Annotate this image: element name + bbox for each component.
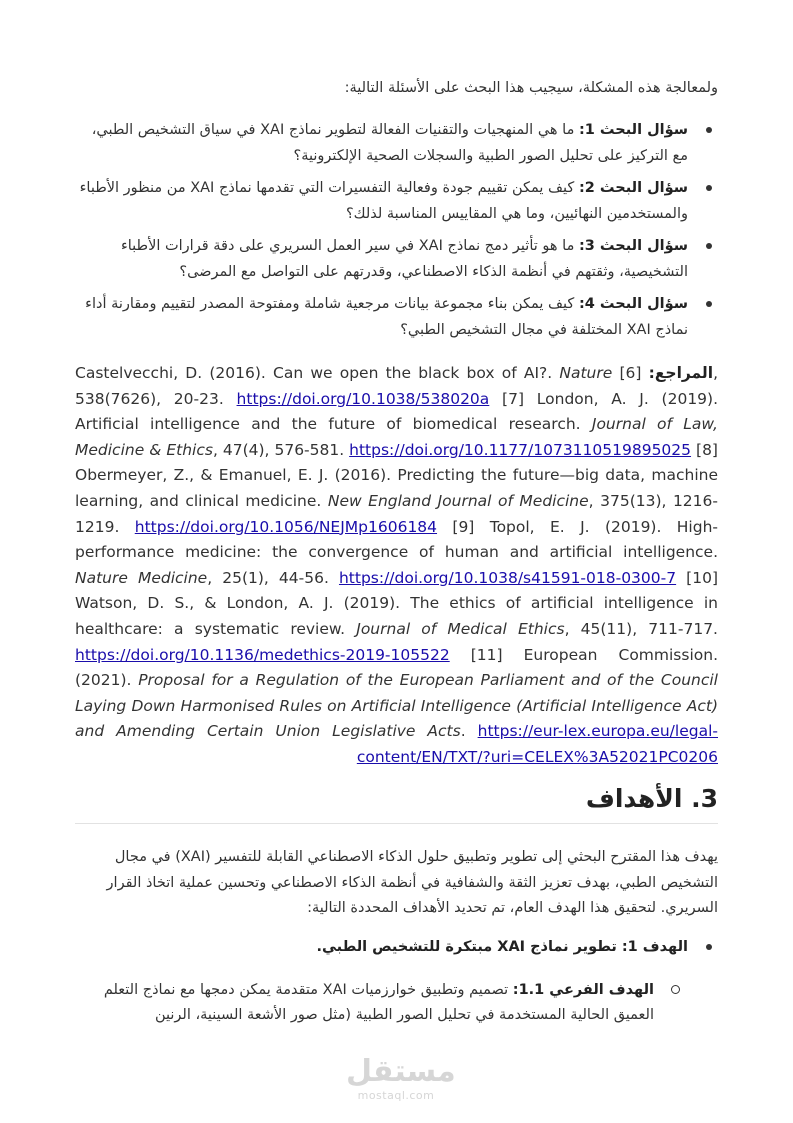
question-text: ما هو تأثير دمج نماذج XAI في سير العمل السريري على دقة قرارات الأطباء التشخيصية، وثقتهم في أنظمة الذكاء الاصطناعي، وقدرتهم على التواصل مع المرضى؟: [120, 238, 688, 280]
subgoal-label: الهدف الفرعي 1.1:: [512, 982, 654, 998]
references-heading: المراجع:: [648, 364, 714, 382]
list-item: [75, 233, 688, 285]
list-item: [75, 175, 688, 227]
reference-11: European Commission. (2021). Proposal for a Regulation of the European Parliament and of the Council Laying Down Harmonised Rules on Artificial Intelligence (Artificial Intelligence Act) and Amending Certain Union Legislative Acts. https://eur-lex.europa.eu/legal-content/EN/TXT/?uri=CELEX%3A52021PC0206: [75, 645, 719, 766]
references-paragraph: Castelvecchi, D. (2016). Can we open the black box of AI?. Nature [6] المراجع:, 538(7626), 20-23. https://doi.org/10.1038/538020a [7] London, A. J. (2019). Artificial intelligence and the future of biomedical research. Journal of Law, Medicine & Ethics, 47(4), 576-581. https://doi.org/10.1177/1073110519895025 [8] Obermeyer, Z., & Emanuel, E. J. (2016). Predicting the future—big data, machine learning, and clinical medicine. New England Journal of Medicine, 375(13), 1216-1219. https://doi.org/10.1056/NEJMp1606184 [9] Topol, E. J. (2019). High-performance medicine: the convergence of human and artificial intelligence. Nature Medicine, 25(1), 44-56. https://doi.org/10.1038/s41591-018-0300-7 [10] Watson, D. S., & London, A. J. (2019). The ethics of artificial intelligence in healthcare: a systematic review. Journal of Medical Ethics, 45(11), 711-717. https://doi.org/10.1136/medethics-2019-105522 [11] European Commission. (2021). Proposal for a Regulation of the European Parliament and of the Council Laying Down Harmonised Rules on Artificial Intelligence (Artificial Intelligence Act) and Amending Certain Union Legislative Acts. https://eur-lex.europa.eu/legal-content/EN/TXT/?uri=CELEX%3A52021PC0206: [75, 364, 719, 766]
reference-8: Obermeyer, Z., & Emanuel, E. J. (2016). Predicting the future—big data, machine learning, and clinical medicine. New England Journal of Medicine, 375(13), 1216-1219. https://doi.org/10.1056/NEJMp1606184: [75, 466, 718, 536]
question-text: كيف يمكن بناء مجموعة بيانات مرجعية شاملة ومفتوحة المصدر لتقييم ومقارنة أداء نماذج XAI المختلفة في مجال التشخيص الطبي؟: [85, 296, 688, 338]
doi-link[interactable]: https://doi.org/10.1136/medethics-2019-105522: [75, 645, 450, 664]
doi-link[interactable]: https://doi.org/10.1038/s41591-018-0300-7: [338, 568, 677, 587]
subgoal-text: تصميم وتطبيق خوارزميات XAI متقدمة يمكن دمجها مع نماذج التعلم العميق الحالية المستخدمة في تحليل الصور الطبية (مثل صور الأشعة السينية، الرنين: [103, 982, 654, 1023]
list-item: [75, 291, 688, 343]
doi-link[interactable]: https://doi.org/10.1177/1073110519895025: [349, 440, 692, 459]
question-text: ما هي المنهجيات والتقنيات الفعالة لتطوير نماذج XAI في سياق التشخيص الطبي، مع التركيز على تحليل الصور الطبية والسجلات الصحية الإلكترونية؟: [91, 122, 688, 164]
doi-link[interactable]: https://doi.org/10.1056/NEJMp1606184: [134, 517, 438, 536]
mostaql-watermark-logo: [346, 1054, 456, 1103]
research-questions-list: [75, 117, 718, 349]
list-item: [75, 117, 688, 169]
reference-7: London, A. J. (2019). Artificial intelligence and the future of biomedical research. Journal of Law, Medicine & Ethics, 47(4), 576-581. https://doi.org/10.1177/1073110519895025: [75, 389, 719, 459]
watermark-arabic: مستقل: [346, 1054, 456, 1089]
intro-paragraph: ولمعالجة هذه المشكلة، سيجيب هذا البحث على الأسئلة التالية:: [344, 80, 718, 96]
goals-intro-paragraph: يهدف هذا المقترح البحثي إلى تطوير وتطبيق حلول الذكاء الاصطناعي القابلة للتفسير (XAI) في مجال التشخيص الطبي، بهدف تعزيز الثقة والشفافية في أنظمة الذكاء الاصطناعي وتحسين عملية اتخاذ القرار السريري. لتحقيق هذا الهدف العام، تم تحديد الأهداف المحددة التالية:: [106, 849, 718, 916]
question-label: سؤال البحث 1:: [578, 122, 688, 138]
question-text: كيف يمكن تقييم جودة وفعالية التفسيرات التي تقدمها نماذج XAI من منظور الأطباء والمستخدمين النهائيين، وما هي المقاييس المناسبة لذلك؟: [79, 180, 688, 222]
section-heading: 3. الأهداف: [75, 784, 718, 824]
reference-6: Castelvecchi, D. (2016). Can we open the black box of AI?. Nature [6] المراجع:, 538(7626), 20-23. https://doi.org/10.1038/538020a: [75, 364, 718, 408]
question-label: سؤال البحث 3:: [578, 238, 688, 254]
question-label: سؤال البحث 2:: [578, 180, 688, 196]
reference-9: Topol, E. J. (2019). High-performance medicine: the convergence of human and artificial intelligence. Nature Medicine, 25(1), 44-56. https://doi.org/10.1038/s41591-018-0300-7: [75, 517, 718, 587]
watermark-latin: mostaql.com: [357, 1089, 435, 1102]
question-label: سؤال البحث 4:: [578, 296, 688, 312]
eur-lex-link[interactable]: https://eur-lex.europa.eu/legal-content/EN/TXT/?uri=CELEX%3A52021PC0206: [356, 722, 718, 766]
document-page: [75, 0, 718, 1123]
subgoal-1-1-item: [75, 978, 654, 1028]
doi-link[interactable]: https://doi.org/10.1038/538020a: [236, 389, 490, 408]
reference-10: Watson, D. S., & London, A. J. (2019). The ethics of artificial intelligence in healthcare: a systematic review. Journal of Medical Ethics, 45(11), 711-717. https://doi.org/10.1136/medethics-2019-105522: [75, 594, 718, 664]
goal-1-item: الهدف 1: تطوير نماذج XAI مبتكرة للتشخيص الطبي.: [75, 935, 688, 959]
